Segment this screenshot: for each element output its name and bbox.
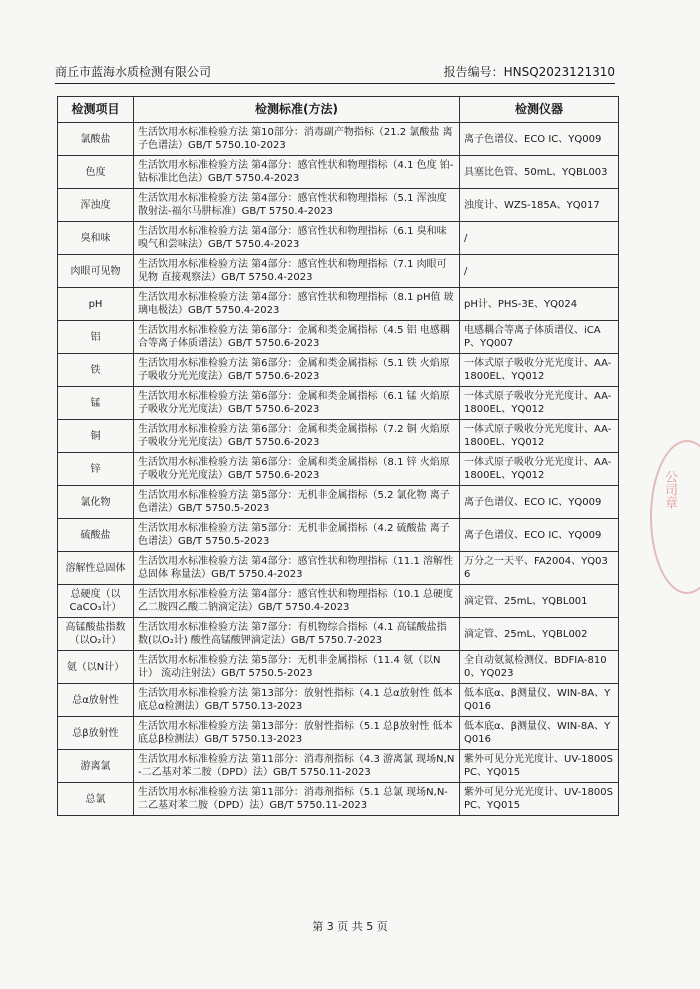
- table-row: [58, 552, 619, 585]
- table-row: [58, 684, 619, 717]
- test-item-cell: 浑浊度: [58, 189, 134, 222]
- test-item-cell: 氯化物: [58, 486, 134, 519]
- table-row: [58, 288, 619, 321]
- table-row: [58, 222, 619, 255]
- test-standard-cell: 生活饮用水标准检验方法 第4部分：感官性状和物理指标（11.1 溶解性总固体 称量法）GB/T 5750.4-2023: [134, 552, 460, 585]
- page-number: 第 3 页 共 5 页: [312, 920, 388, 933]
- test-item-cell: 游离氯: [58, 750, 134, 783]
- test-item-cell: pH: [58, 288, 134, 321]
- test-standard-cell: 生活饮用水标准检验方法 第4部分：感官性状和物理指标（6.1 臭和味 嗅气和尝味法）GB/T 5750.4-2023: [134, 222, 460, 255]
- table-row: [58, 123, 619, 156]
- table-row: [58, 783, 619, 816]
- table-row: [58, 651, 619, 684]
- table-row: [58, 453, 619, 486]
- column-header-item: 检测项目: [58, 97, 134, 123]
- test-standard-cell: 生活饮用水标准检验方法 第6部分：金属和类金属指标（5.1 铁 火焰原子吸收分光光度法）GB/T 5750.6-2023: [134, 354, 460, 387]
- test-standard-cell: 生活饮用水标准检验方法 第4部分：感官性状和物理指标（5.1 浑浊度 散射法-福尔马肼标准）GB/T 5750.4-2023: [134, 189, 460, 222]
- test-standard-cell: 生活饮用水标准检验方法 第4部分：感官性状和物理指标（4.1 色度 铂-钴标准比色法）GB/T 5750.4-2023: [134, 156, 460, 189]
- test-instrument-cell: 一体式原子吸收分光光度计、AA-1800EL、YQ012: [460, 453, 619, 486]
- test-standard-cell: 生活饮用水标准检验方法 第10部分：消毒副产物指标（21.2 氯酸盐 离子色谱法）GB/T 5750.10-2023: [134, 123, 460, 156]
- test-instrument-cell: 一体式原子吸收分光光度计、AA-1800EL、YQ012: [460, 354, 619, 387]
- test-instrument-cell: 紫外可见分光光度计、UV-1800SPC、YQ015: [460, 783, 619, 816]
- table-row: [58, 750, 619, 783]
- test-item-cell: 总氯: [58, 783, 134, 816]
- test-item-cell: 锰: [58, 387, 134, 420]
- table-row: [58, 354, 619, 387]
- test-item-cell: 色度: [58, 156, 134, 189]
- column-header-standard: 检测标准(方法): [134, 97, 460, 123]
- table-row: [58, 387, 619, 420]
- company-seal: [650, 440, 700, 594]
- report-number: 报告编号：HNSQ2023121310: [443, 65, 615, 79]
- test-standard-cell: 生活饮用水标准检验方法 第13部分：放射性指标（5.1 总β放射性 低本底总β检测法）GB/T 5750.13-2023: [134, 717, 460, 750]
- table-body: [58, 123, 619, 816]
- test-standard-cell: 生活饮用水标准检验方法 第11部分：消毒剂指标（5.1 总氯 现场N,N-二乙基对苯二胺（DPD）法）GB/T 5750.11-2023: [134, 783, 460, 816]
- test-instrument-cell: 低本底α、β测量仪、WIN-8A、YQ016: [460, 717, 619, 750]
- test-item-cell: 肉眼可见物: [58, 255, 134, 288]
- test-item-cell: 氨（以N计）: [58, 651, 134, 684]
- test-item-cell: 氯酸盐: [58, 123, 134, 156]
- table-row: [58, 717, 619, 750]
- test-standard-cell: 生活饮用水标准检验方法 第7部分：有机物综合指标（4.1 高锰酸盐指数(以O₂计) 酸性高锰酸钾滴定法）GB/T 5750.7-2023: [134, 618, 460, 651]
- table-row: [58, 255, 619, 288]
- test-item-cell: 铜: [58, 420, 134, 453]
- test-instrument-cell: 低本底α、β测量仪、WIN-8A、YQ016: [460, 684, 619, 717]
- test-instrument-cell: 一体式原子吸收分光光度计、AA-1800EL、YQ012: [460, 420, 619, 453]
- test-item-cell: 总α放射性: [58, 684, 134, 717]
- table-header-row: [58, 97, 619, 123]
- test-standard-cell: 生活饮用水标准检验方法 第6部分：金属和类金属指标（8.1 锌 火焰原子吸收分光光度法）GB/T 5750.6-2023: [134, 453, 460, 486]
- test-instrument-cell: 离子色谱仪、ECO IC、YQ009: [460, 486, 619, 519]
- test-standard-cell: 生活饮用水标准检验方法 第4部分：感官性状和物理指标（10.1 总硬度 乙二胺四乙酸二钠滴定法）GB/T 5750.4-2023: [134, 585, 460, 618]
- test-item-cell: 溶解性总固体: [58, 552, 134, 585]
- test-instrument-cell: 浊度计、WZS-185A、YQ017: [460, 189, 619, 222]
- company-seal-text: 公司章: [662, 470, 677, 509]
- column-header-instrument: 检测仪器: [460, 97, 619, 123]
- test-item-cell: 总β放射性: [58, 717, 134, 750]
- test-standard-cell: 生活饮用水标准检验方法 第6部分：金属和类金属指标（6.1 锰 火焰原子吸收分光光度法）GB/T 5750.6-2023: [134, 387, 460, 420]
- test-instrument-cell: 离子色谱仪、ECO IC、YQ009: [460, 123, 619, 156]
- test-instrument-cell: pH计、PHS-3E、YQ024: [460, 288, 619, 321]
- test-item-cell: 高锰酸盐指数（以O₂计）: [58, 618, 134, 651]
- table-row: [58, 585, 619, 618]
- table-row: [58, 156, 619, 189]
- test-instrument-cell: 滴定管、25mL、YQBL002: [460, 618, 619, 651]
- table-row: [58, 189, 619, 222]
- test-instrument-cell: 一体式原子吸收分光光度计、AA-1800EL、YQ012: [460, 387, 619, 420]
- test-item-cell: 臭和味: [58, 222, 134, 255]
- test-instrument-cell: 万分之一天平、FA2004、YQ036: [460, 552, 619, 585]
- test-standard-cell: 生活饮用水标准检验方法 第5部分：无机非金属指标（11.4 氨（以N计） 流动注射法）GB/T 5750.5-2023: [134, 651, 460, 684]
- test-item-cell: 硫酸盐: [58, 519, 134, 552]
- test-item-cell: 铝: [58, 321, 134, 354]
- table-row: [58, 519, 619, 552]
- test-instrument-cell: 离子色谱仪、ECO IC、YQ009: [460, 519, 619, 552]
- test-standard-cell: 生活饮用水标准检验方法 第6部分：金属和类金属指标（7.2 铜 火焰原子吸收分光光度法）GB/T 5750.6-2023: [134, 420, 460, 453]
- test-standard-cell: 生活饮用水标准检验方法 第6部分：金属和类金属指标（4.5 铝 电感耦合等离子体质谱法）GB/T 5750.6-2023: [134, 321, 460, 354]
- table-row: [58, 321, 619, 354]
- test-item-cell: 总硬度（以CaCO₃计）: [58, 585, 134, 618]
- test-item-cell: 铁: [58, 354, 134, 387]
- company-name: 商丘市蓝海水质检测有限公司: [55, 65, 212, 79]
- table-row: [58, 618, 619, 651]
- test-standard-cell: 生活饮用水标准检验方法 第4部分：感官性状和物理指标（7.1 肉眼可见物 直接观察法）GB/T 5750.4-2023: [134, 255, 460, 288]
- page-header: [55, 61, 615, 84]
- test-instrument-cell: 电感耦合等离子体质谱仪、iCAP、YQ007: [460, 321, 619, 354]
- test-instrument-cell: 具塞比色管、50mL、YQBL003: [460, 156, 619, 189]
- test-instrument-cell: 滴定管、25mL、YQBL001: [460, 585, 619, 618]
- test-item-cell: 锌: [58, 453, 134, 486]
- test-instrument-cell: 紫外可见分光光度计、UV-1800SPC、YQ015: [460, 750, 619, 783]
- test-instrument-cell: 全自动氨氮检测仪、BDFIA-8100、YQ023: [460, 651, 619, 684]
- test-instrument-cell: /: [460, 255, 619, 288]
- test-instrument-cell: /: [460, 222, 619, 255]
- test-standard-cell: 生活饮用水标准检验方法 第11部分：消毒剂指标（4.3 游离氯 现场N,N-二乙基对苯二胺（DPD）法）GB/T 5750.11-2023: [134, 750, 460, 783]
- table-row: [58, 486, 619, 519]
- test-standard-cell: 生活饮用水标准检验方法 第4部分：感官性状和物理指标（8.1 pH值 玻璃电极法）GB/T 5750.4-2023: [134, 288, 460, 321]
- test-methods-table: [57, 96, 619, 816]
- test-standard-cell: 生活饮用水标准检验方法 第13部分：放射性指标（4.1 总α放射性 低本底总α检测法）GB/T 5750.13-2023: [134, 684, 460, 717]
- test-standard-cell: 生活饮用水标准检验方法 第5部分：无机非金属指标（5.2 氯化物 离子色谱法）GB/T 5750.5-2023: [134, 486, 460, 519]
- test-standard-cell: 生活饮用水标准检验方法 第5部分：无机非金属指标（4.2 硫酸盐 离子色谱法）GB/T 5750.5-2023: [134, 519, 460, 552]
- table-row: [58, 420, 619, 453]
